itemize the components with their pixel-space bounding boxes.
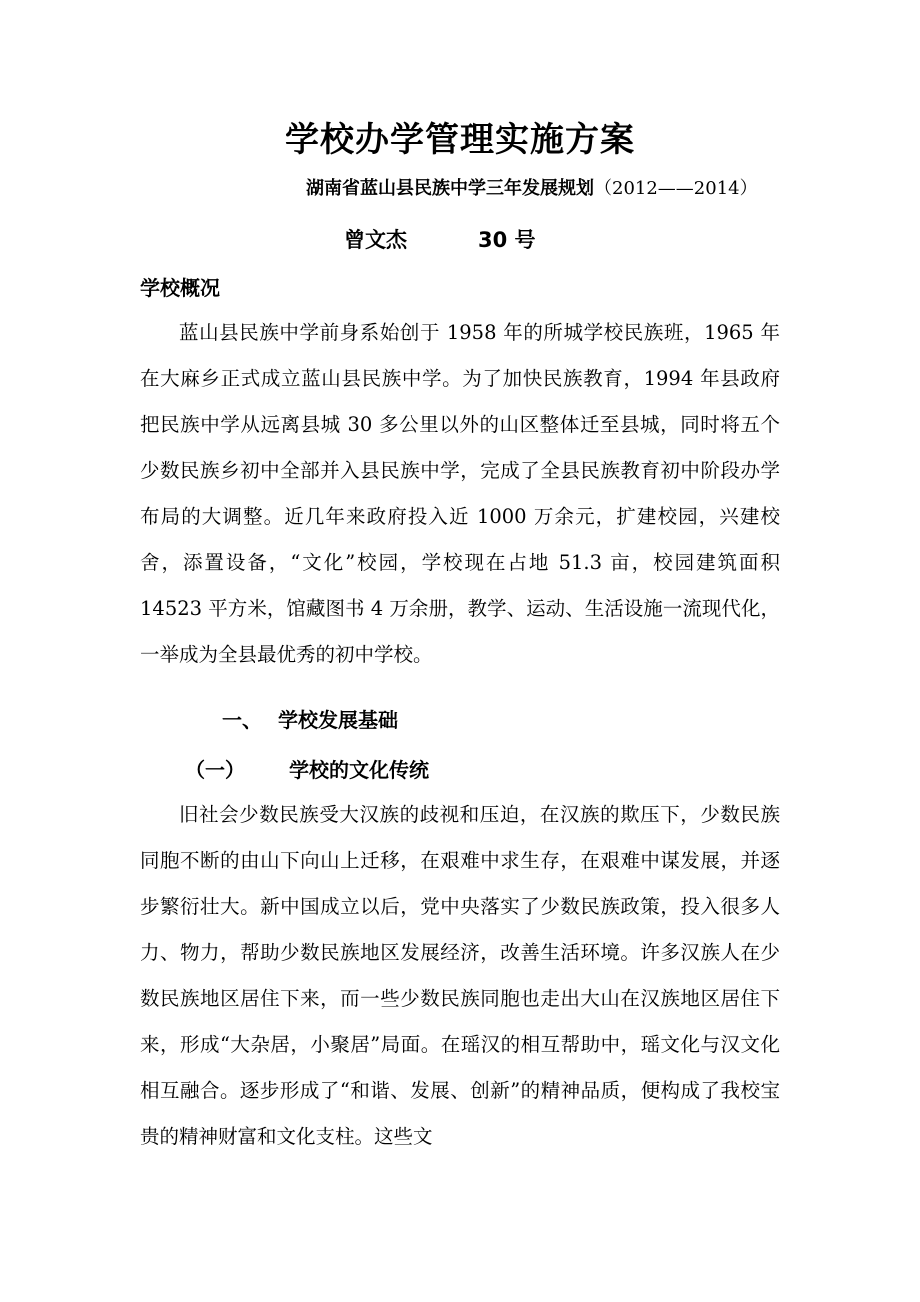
- subsection-label: 学校的文化传统: [289, 758, 429, 782]
- overview-heading: 学校概况: [140, 276, 220, 300]
- author-name: 曾文杰: [344, 228, 407, 252]
- subtitle-years: （2012——2014）: [594, 178, 758, 199]
- subsection-heading-1: [185, 754, 429, 783]
- section-label: 学校发展基础: [278, 708, 398, 732]
- document-title: 学校办学管理实施方案: [285, 120, 635, 160]
- overview-paragraph: 蓝山县民族中学前身系始创于 1958 年的所城学校民族班，1965 年在大麻乡正式成立蓝山县民族中学。为了加快民族教育，1994 年县政府把民族中学从远离县城 30 多公里以外的山区整体迁至县城，同时将五个少数民族乡初中全部并入县民族中学，完成了全县民族教育初中阶段办学布局的大调整。近几年来政府投入近 1000 万余元，扩建校园，兴建校舍，添置设备，“文化”校园，学校现在占地 51.3 亩，校园建筑面积 14523 平方米，馆藏图书 4 万余册，教学、运动、生活设施一流现代化，一举成为全县最优秀的初中学校。: [140, 321, 780, 666]
- section-heading-1: [222, 704, 398, 733]
- subtitle-school-plan: 湖南省蓝山县民族中学三年发展规划: [306, 178, 594, 199]
- author-number: 30 号: [478, 228, 536, 252]
- section-number: 一、: [222, 708, 262, 732]
- subsection-number: （一）: [185, 758, 245, 782]
- culture-paragraph: 旧社会少数民族受大汉族的歧视和压迫，在汉族的欺压下，少数民族同胞不断的由山下向山上迁移，在艰难中求生存，在艰难中谋发展，并逐步繁衍壮大。新中国成立以后，党中央落实了少数民族政策，投入很多人力、物力，帮助少数民族地区发展经济，改善生活环境。许多汉族人在少数民族地区居住下来，而一些少数民族同胞也走出大山在汉族地区居住下来，形成“大杂居，小聚居”局面。在瑶汉的相互帮助中，瑶文化与汉文化相互融合。逐步形成了“和谐、发展、创新”的精神品质，便构成了我校宝贵的精神财富和文化支柱。这些文: [140, 803, 780, 1148]
- document-subtitle: [306, 174, 758, 200]
